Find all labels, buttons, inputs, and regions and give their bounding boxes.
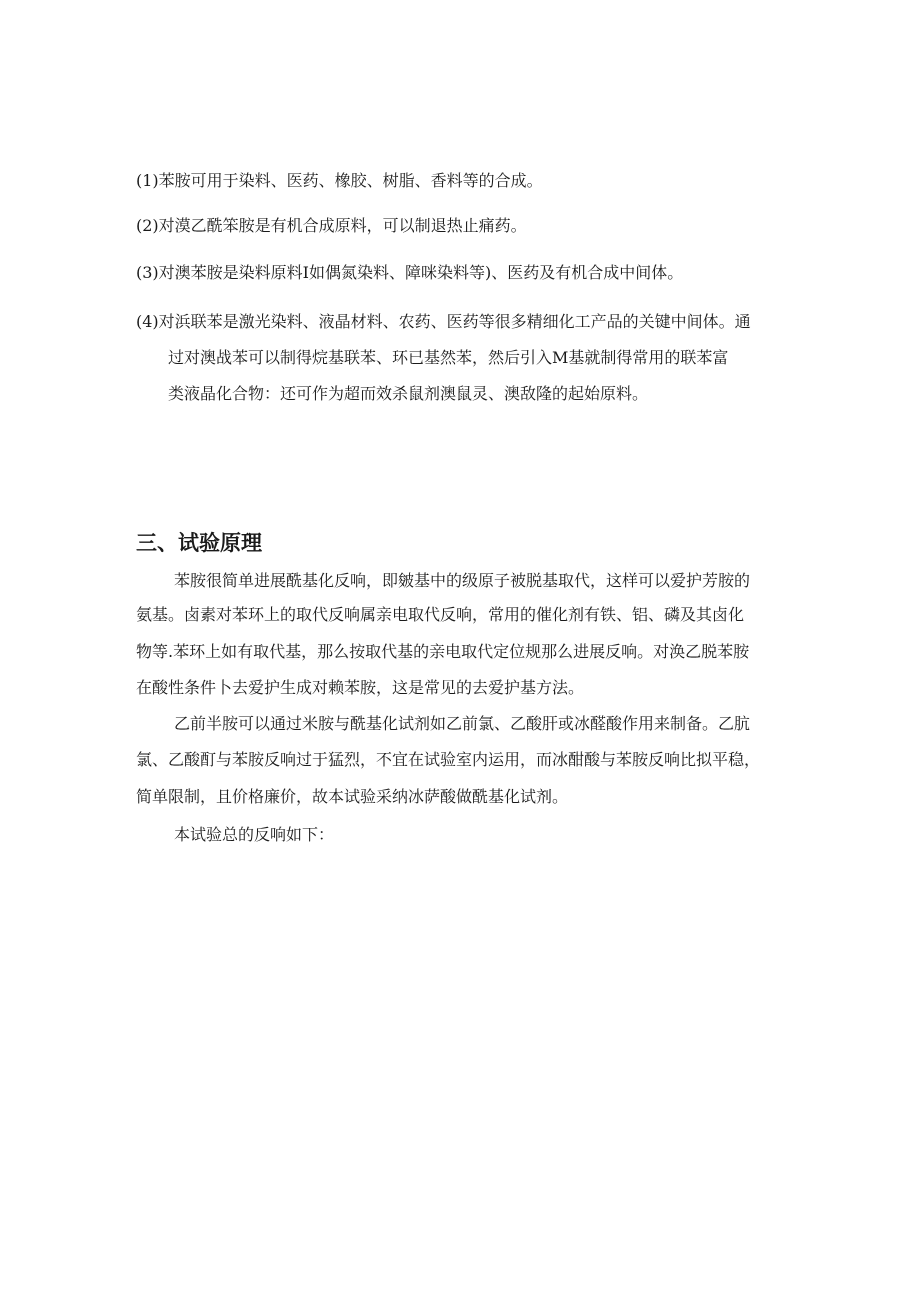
principle-p1-line-1: 苯胺很简单进展酰基化反响，即皴基中的级原子被脱基取代，这样可以爱护芳胺的 bbox=[174, 571, 751, 590]
uses-item-4-line-2: 过对澳战苯可以制得烷基联苯、环已基然苯，然后引入M基就制得常用的联苯富 bbox=[168, 348, 729, 367]
principle-p1-line-2: 氨基。卤素对苯环上的取代反响属亲电取代反响，常用的催化剂有铁、铝、磷及其卤化 bbox=[136, 605, 745, 624]
principle-p1-line-4: 在酸性条件卜去爱护生成对赖苯胺，这是常见的去爱护基方法。 bbox=[136, 678, 585, 697]
uses-item-1: (1)苯胺可用于染料、医药、橡胶、树脂、香料等的合成。 bbox=[136, 171, 543, 190]
principle-p2-line-2: 氯、乙酸酊与苯胺反响过于猛烈，不宜在试验室内运用，而冰酣酸与苯胺反响比拟平稳， bbox=[136, 750, 761, 769]
section-title: 三、试验原理 bbox=[136, 531, 262, 555]
principle-p2-line-1: 乙前半胺可以通过米胺与酰基化试剂如乙前氯、乙酸肝或冰醛酸作用来制备。乙肮 bbox=[174, 714, 751, 733]
uses-item-2: (2)对漠乙酰笨胺是有机合成原料，可以制退热止痛药。 bbox=[136, 216, 527, 235]
principle-p3: 本试验总的反响如下： bbox=[174, 825, 335, 844]
principle-p1-line-3: 物等.苯环上如有取代基，那么按取代基的亲电取代定位规那么进展反响。对涣乙脱苯胺 bbox=[136, 642, 750, 661]
uses-item-4-line-1: (4)对浜联苯是激光染料、液晶材料、农药、医药等很多精细化工产品的关键中间体。通 bbox=[136, 312, 751, 331]
principle-p2-line-3: 简单限制，且价格廉价，故本试验采纳冰萨酸做酰基化试剂。 bbox=[136, 787, 569, 806]
uses-item-4-line-3: 类液晶化合物：还可作为超而效杀鼠剂澳鼠灵、澳敌隆的起始原料。 bbox=[168, 384, 649, 403]
uses-item-3: (3)对澳苯胺是染料原料I如偶氮染料、障咪染料等)、医药及有机合成中间体。 bbox=[136, 263, 684, 282]
